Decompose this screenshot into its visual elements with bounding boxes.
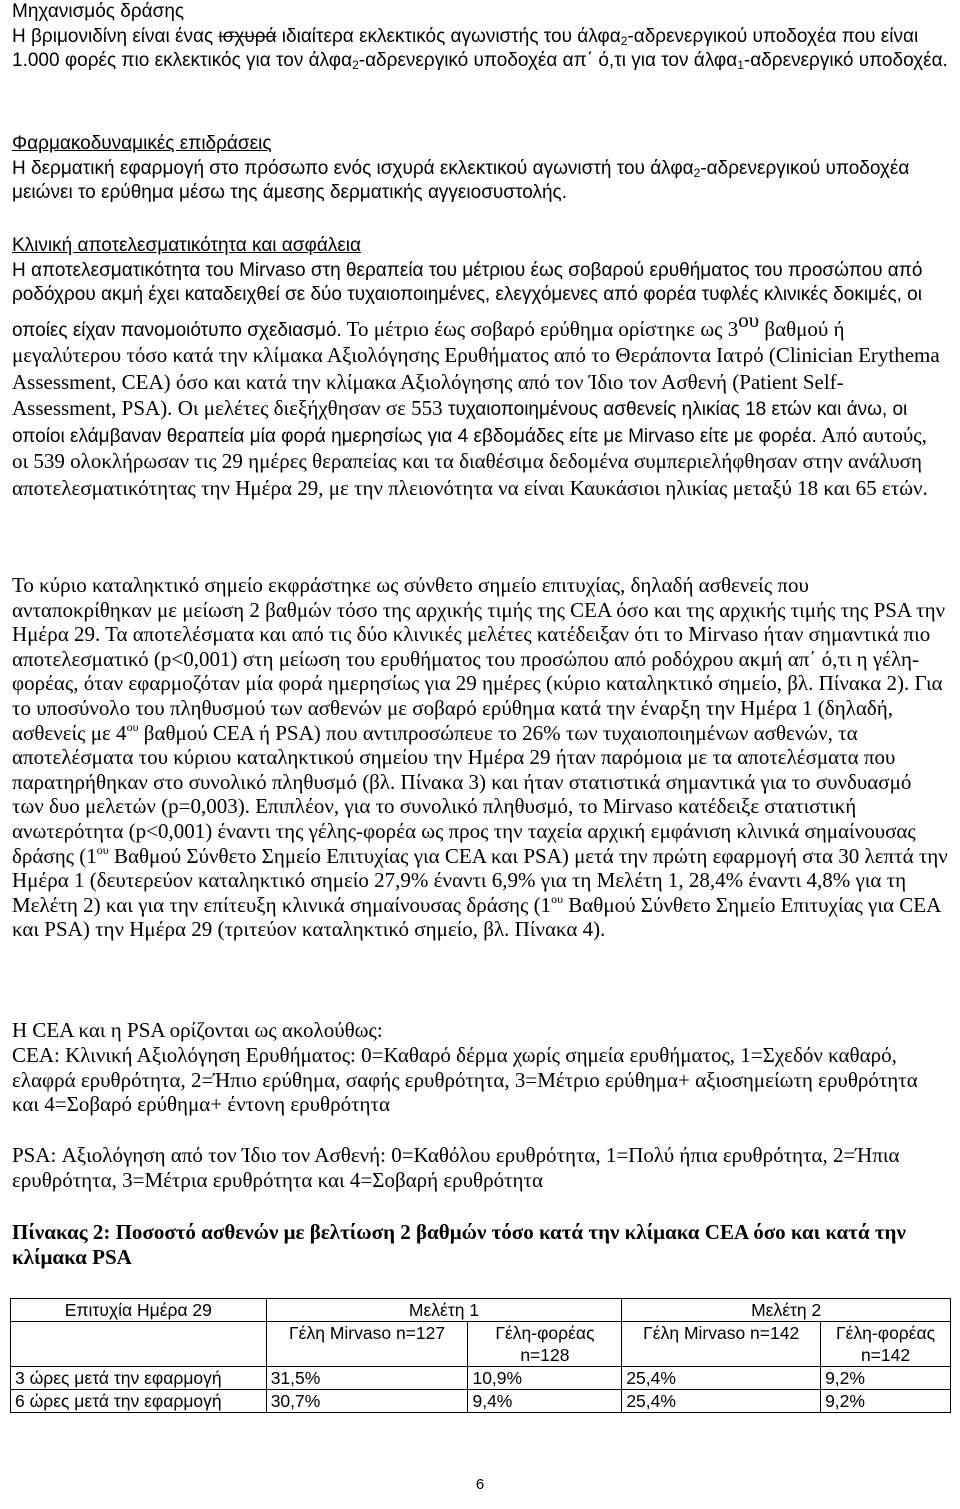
- clinical-section: [12, 234, 948, 502]
- row-label: 6 ώρες μετά την εφαρμογή: [11, 1390, 267, 1413]
- study1-mirvaso-header: Γέλη Mirvaso n=127: [266, 1322, 468, 1367]
- psa-definition: PSA: Αξιολόγηση από τον Ίδιο τον Ασθενή: 0=Καθόλου ερυθρότητα, 1=Πολύ ήπια ερυθρότητα, 2=Ήπια ερυθρότητα, 3=Μέτρια ερυθρότητα και 4=Σοβαρή ερυθρότητα: [12, 1143, 900, 1192]
- mechanism-heading: Μηχανισμός δράσης: [12, 1, 185, 22]
- page-number: 6: [475, 1476, 485, 1493]
- pharmacodynamics-heading: Φαρμακοδυναμικές επιδράσεις: [12, 133, 272, 154]
- cell-value: 10,9%: [468, 1367, 622, 1390]
- header-success-day29: Επιτυχία Ημέρα 29: [11, 1299, 267, 1322]
- cell-value: 9,2%: [821, 1367, 951, 1390]
- cell-value: 9,4%: [468, 1390, 622, 1413]
- row-label: 3 ώρες μετά την εφαρμογή: [11, 1367, 267, 1390]
- header-study-2: Μελέτη 2: [622, 1299, 951, 1322]
- cell-value: 9,2%: [821, 1390, 951, 1413]
- scales-intro: Η CEA και η PSA ορίζονται ως ακολούθως:: [12, 1018, 383, 1042]
- endpoint-paragraph: Το κύριο καταληκτικό σημείο εκφράστηκε ως σύνθετο σημείο επιτυχίας, δηλαδή ασθενείς που ανταποκρίθηκαν με μείωση 2 βαθμών τόσο της αρχικής τιμής της CEA όσο και της αρχικής τιμής της PSA την Ημέρα 29. Τα αποτελέσματα και από τις δύο κλινικές μελέτες κατέδειξαν ότι το Mirvaso ήταν σημαντικά πιο αποτελεσματικό (p<0,001) στη μείωση του ερυθήματος του προσώπου από ροδόχρου ακμή απ΄ ό,τι η γέλη-φορέας, όταν εφαρμοζόταν μία φορά ημερησίως για 29 ημέρες (κύριο καταληκτικό σημείο, βλ. Πίνακα 2). Για το υποσύνολο του πληθυσμού των ασθενών με σοβαρό ερύθημα κατά την έναρξη την Ημέρα 1 (δηλαδή, ασθενείς με $4^{o\upsilon}$ βαθμού CEA ή PSA) που αντιπροσώπευε το 26% των τυχαιοποιημένων ασθενών, τα αποτελέσματα του κύριου καταληκτικού σημείου την Ημέρα 29 ήταν παρόμοια με τα αποτελέσματα που παρατηρήθηκαν στο συνολικό πληθυσμό (βλ. Πίνακα 3) και ήταν στατιστικά σημαντικά για το συνδυασμό των δυο μελετών (p=0,003). Επιπλέον, για το συνολικό πληθυσμό, το Mirvaso κατέδειξε στατιστική ανωτερότητα (p<0,001) έναντι της γέλης-φορέα ως προς την ταχεία αρχική εμφάνιση κλινικά σημαίνουσας δράσης ($1^{o\upsilon}$ Βαθμού Σύνθετο Σημείο Επιτυχίας για CEA και PSA) μετά την πρώτη εφαρμογή στα 30 λεπτά την Ημέρα 1 (δευτερεύον καταληκτικό σημείο 27,9% έναντι 6,9% για τη Μελέτη 1, 28,4% έναντι 4,8% για τη Μελέτη 2) και για την επίτευξη κλινικά σημαίνουσας δράσης ($1^{o\upsilon}$ Βαθμού Σύνθετο Σημείο Επιτυχίας για CEA και PSA) την Ημέρα 29 (τριτεύον καταληκτικό σημείο, βλ. Πίνακα 4).: [12, 573, 948, 942]
- pharmacodynamics-text: Η δερματική εφαρμογή στο πρόσωπο ενός ισχυρά εκλεκτικού αγωνιστή του άλφα$_2$-αδρενεργικού υποδοχέα μειώνει το ερύθημα μέσω της άμεσης δερματικής αγγειοσυστολής.: [12, 157, 910, 203]
- cea-definition: CEA: Κλινική Αξιολόγηση Ερυθήματος: 0=Καθαρό δέρμα χωρίς σημεία ερυθήματος, 1=Σχεδόν καθαρό, ελαφρά ερυθρότητα, 2=Ήπιο ερύθημα, σαφής ερυθρότητα, 3=Μέτριο ερύθημα+ αξιοσημείωτη ερυθρότητα και 4=Σοβαρό ερύθημα+ έντονη ερυθρότητα: [12, 1043, 918, 1117]
- table-subheader-row: [11, 1322, 951, 1367]
- clinical-heading: Κλινική αποτελεσματικότητα και ασφάλεια: [12, 235, 361, 256]
- empty-cell: [11, 1322, 267, 1367]
- cell-value: 25,4%: [622, 1390, 821, 1413]
- cell-value: 31,5%: [266, 1367, 468, 1390]
- table-caption: Πίνακας 2: Ποσοστό ασθενών με βελτίωση 2 βαθμών τόσο κατά την κλίμακα CEA όσο και κατά την κλίμακα PSA: [12, 1220, 906, 1269]
- cell-value: 25,4%: [622, 1367, 821, 1390]
- results-table: [10, 1298, 951, 1413]
- study2-mirvaso-header: Γέλη Mirvaso n=142: [622, 1322, 821, 1367]
- table-header-row: [11, 1299, 951, 1322]
- table-row: [11, 1367, 951, 1390]
- header-study-1: Μελέτη 1: [266, 1299, 622, 1322]
- mechanism-section: [12, 0, 948, 74]
- study2-vehicle-header: Γέλη-φορέας n=142: [821, 1322, 951, 1367]
- cell-value: 30,7%: [266, 1390, 468, 1413]
- study1-vehicle-header: Γέλη-φορέας n=128: [468, 1322, 622, 1367]
- strikethrough-word: ισχυρά: [218, 25, 277, 47]
- table-row: [11, 1390, 951, 1413]
- clinical-text: Η αποτελεσματικότητα του Mirvaso στη θεραπεία του μέτριου έως σοβαρού ερυθήματος του προσώπου από ροδόχρου ακμή έχει καταδειχθεί σε δύο τυχαιοποιημένες, ελεγχόμενες από φορέα τυφλές κλινικές δοκιμές, οι οποίες είχαν πανομοιότυπο σχεδιασμό. Το μέτριο έως σοβαρό ερύθημα ορίστηκε ως $3^{o\upsilon}$ βαθμού ή μεγαλύτερου τόσο κατά την κλίμακα Αξιολόγησης Ερυθήματος από το Θεράποντα Ιατρό (Clinician Erythema Assessment, CEA) όσο και κατά την κλίμακα Αξιολόγησης από τον Ίδιο τον Ασθενή (Patient Self-Assessment, PSA). Οι μελέτες διεξήχθησαν σε 553 τυχαιοποιημένους ασθενείς ηλικίας 18 ετών και άνω, οι οποίοι ελάμβαναν θεραπεία μία φορά ημερησίως για 4 εβδομάδες είτε με Mirvaso είτε με φορέα. Από αυτούς, οι 539 ολοκλήρωσαν τις 29 ημέρες θεραπείας και τα διαθέσιμα δεδομένα συμπεριελήφθησαν στην ανάλυση αποτελεσματικότητας την Ημέρα 29, με την πλειονότητα να είναι Καυκάσιοι ηλικίας μεταξύ 18 και 65 ετών.: [12, 259, 940, 500]
- mechanism-text: Η βριμονιδίνη είναι ένας ισχυρά ιδιαίτερα εκλεκτικός αγωνιστής του άλφα$_2$-αδρενεργικού υποδοχέα που είναι 1.000 φορές πιο εκλεκτικός για τον άλφα$_2$-αδρενεργικό υποδοχέα απ΄ ό,τι για τον άλφα$_1$-αδρενεργικό υποδοχέα.: [12, 25, 948, 72]
- pharmacodynamics-section: [12, 132, 948, 206]
